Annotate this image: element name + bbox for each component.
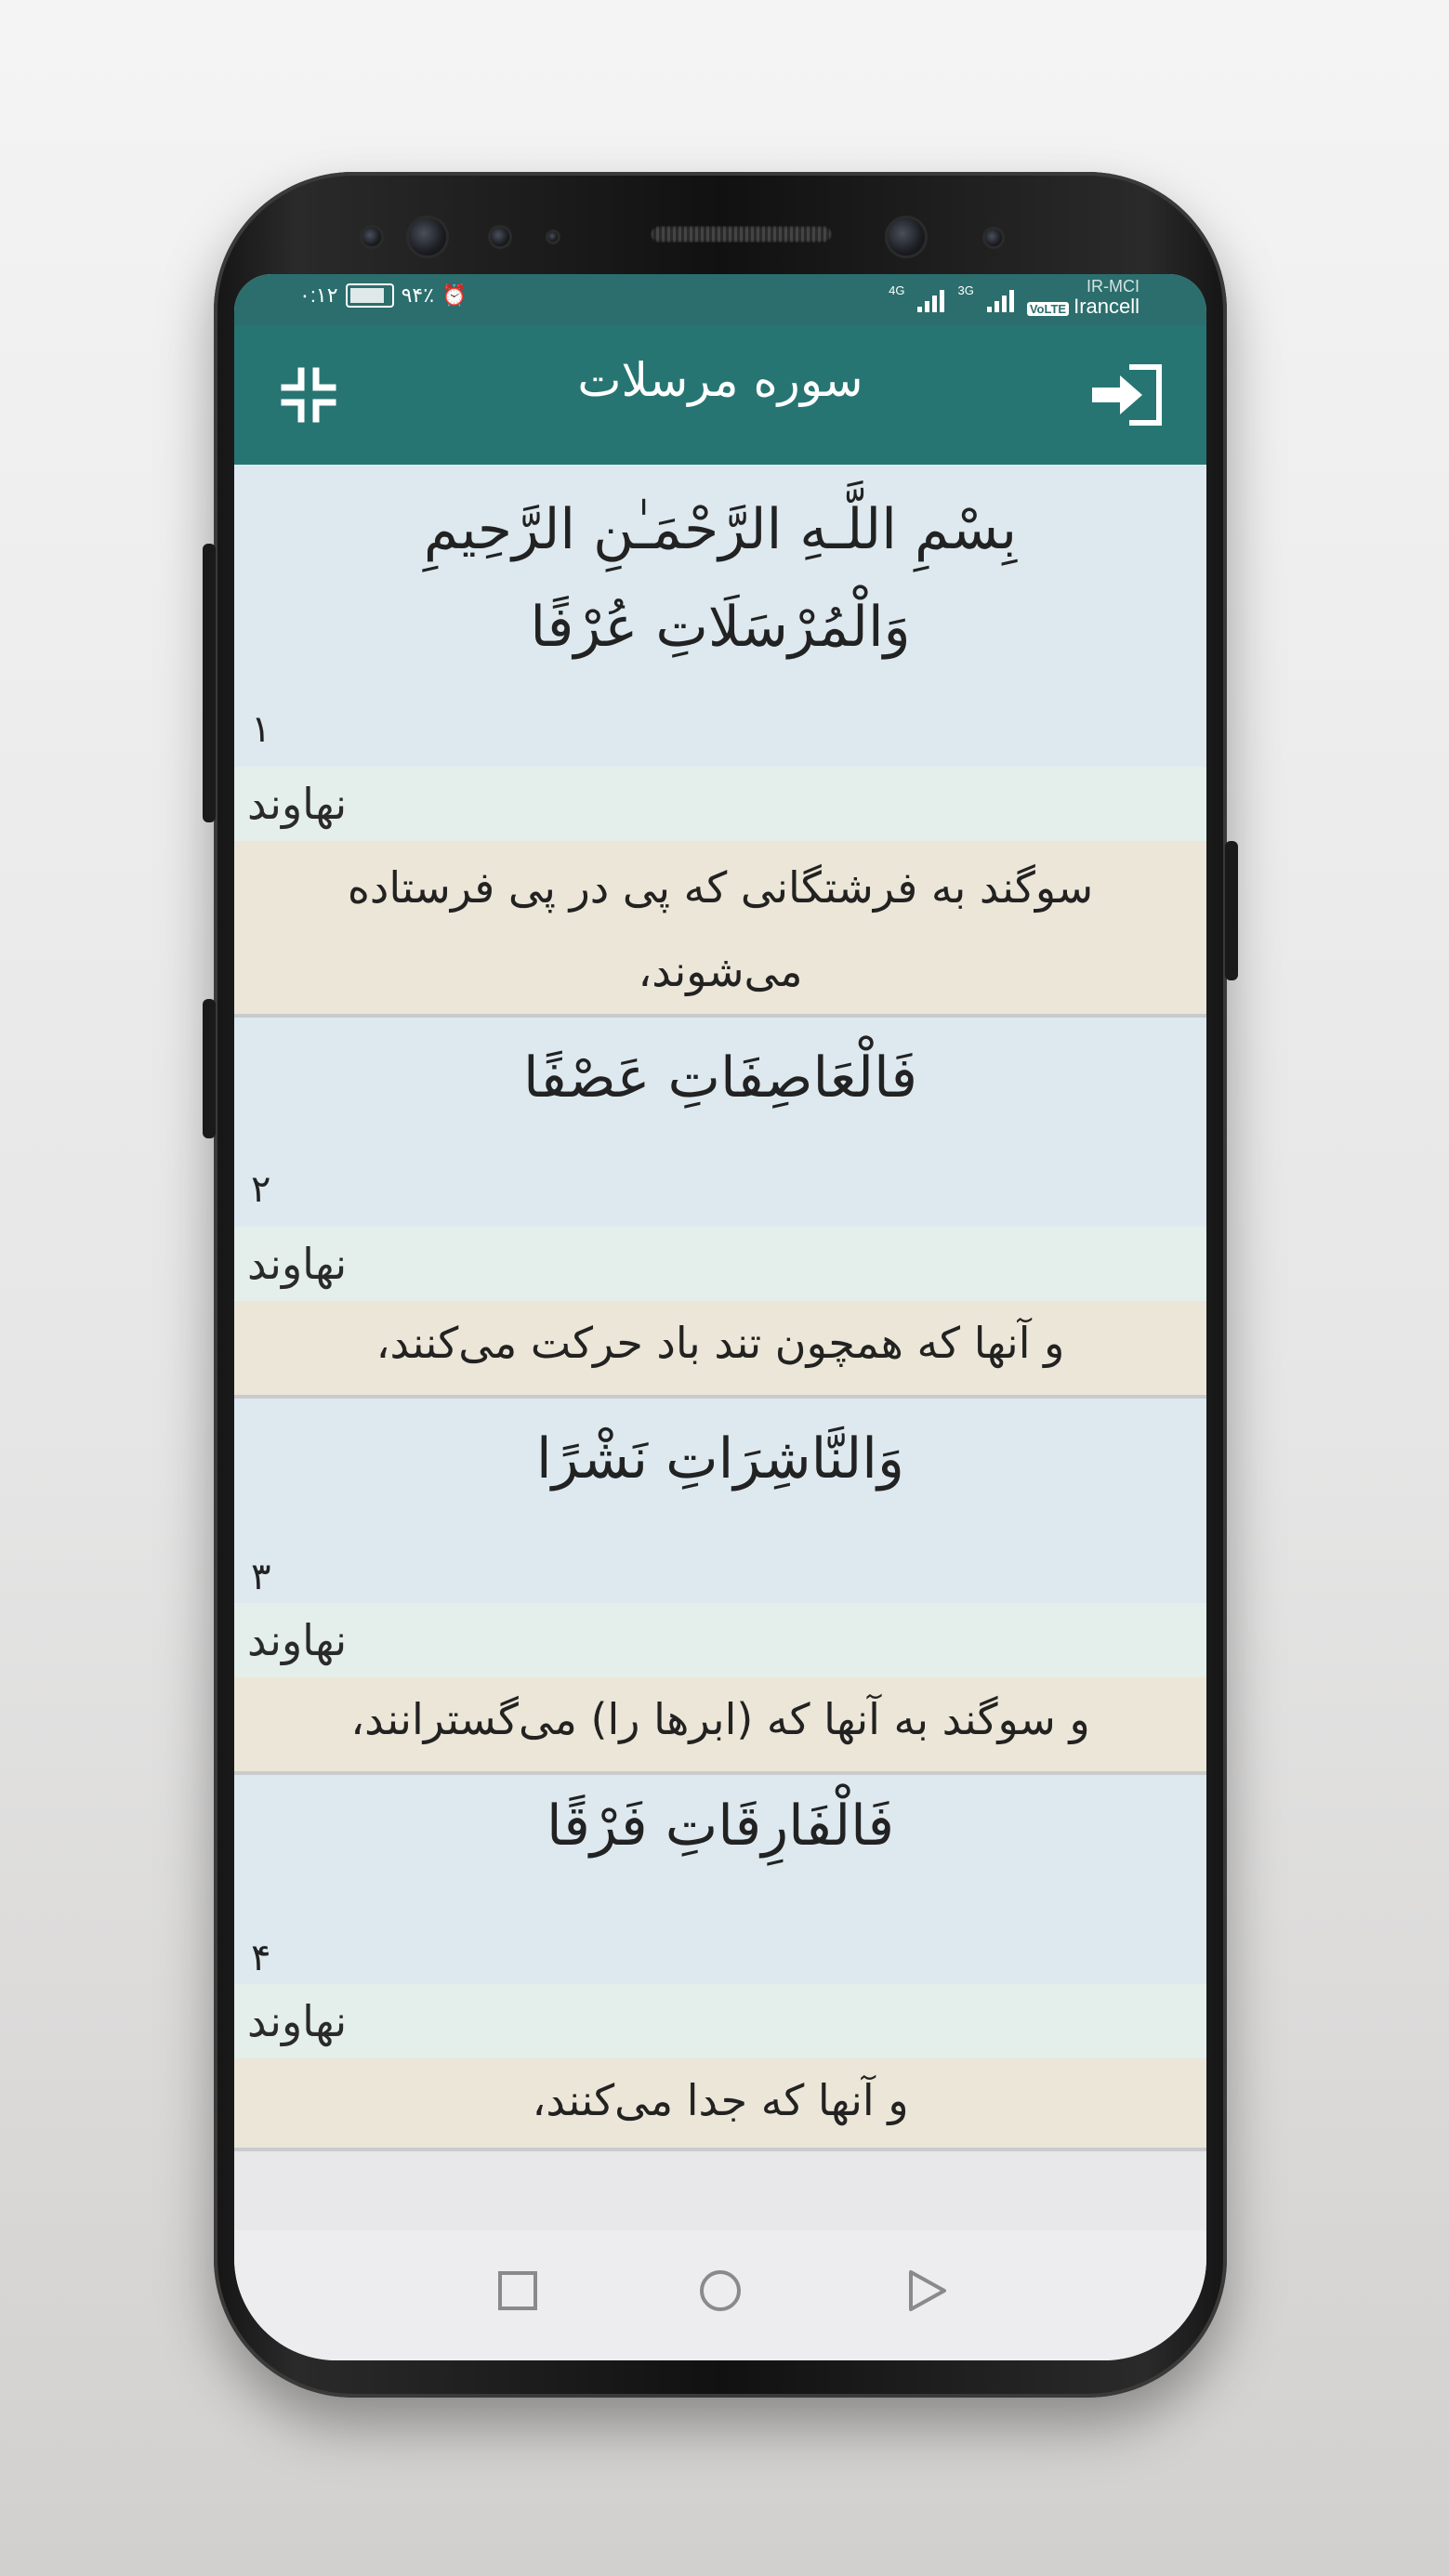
sensor-dot bbox=[985, 230, 1002, 246]
signal-icon bbox=[987, 284, 1014, 312]
battery-level: ۹۴٪ bbox=[401, 283, 435, 307]
bismillah-text: بِسْمِ اللَّـهِ الرَّحْمَـٰنِ الرَّحِيمِ bbox=[423, 497, 1018, 562]
verse-number: ۳ bbox=[234, 1552, 1206, 1603]
screen bbox=[234, 274, 1206, 2360]
android-nav-bar bbox=[234, 2230, 1206, 2360]
network-type-2: 3G bbox=[957, 283, 974, 297]
recent-apps-icon[interactable] bbox=[494, 2267, 541, 2314]
verse-arabic-text: وَالْمُرْسَلَاتِ عُرْفًا bbox=[530, 595, 911, 660]
clock: ۰:۱۲ bbox=[299, 283, 338, 307]
sensor-dot bbox=[548, 232, 558, 242]
verse-translation: سوگند به فرشتگانی که پی در پی فرستاده می‌شوند، bbox=[234, 841, 1206, 1018]
verse-arabic[interactable] bbox=[234, 1399, 1206, 1552]
app-bar bbox=[234, 325, 1206, 465]
verse-translation: و آنها که جدا می‌کنند، bbox=[234, 2058, 1206, 2151]
reciter-label[interactable]: نهاوند bbox=[234, 767, 1206, 841]
volume-button bbox=[203, 544, 216, 822]
iris-camera bbox=[409, 218, 446, 256]
operator-name: IR-MCI bbox=[1087, 277, 1139, 296]
bixby-button bbox=[203, 999, 216, 1138]
page-title: سوره مرسلات bbox=[577, 353, 863, 407]
reciter-label[interactable]: نهاوند bbox=[234, 1984, 1206, 2058]
reciter-label[interactable]: نهاوند bbox=[234, 1227, 1206, 1301]
network-type-1: 4G bbox=[889, 283, 905, 297]
top-bezel bbox=[214, 172, 1227, 274]
verse-list bbox=[234, 465, 1206, 2151]
volte-badge: VoLTE bbox=[1027, 302, 1069, 316]
verse-translation: و آنها که همچون تند باد حرکت می‌کنند، bbox=[234, 1301, 1206, 1399]
verse-number: ۴ bbox=[234, 1933, 1206, 1984]
reciter-label[interactable]: نهاوند bbox=[234, 1603, 1206, 1677]
verse-arabic[interactable] bbox=[234, 585, 1206, 692]
power-button bbox=[1225, 841, 1238, 980]
home-icon[interactable] bbox=[697, 2267, 744, 2314]
verse-arabic-text: فَالْعَاصِفَاتِ عَصْفًا bbox=[522, 1045, 918, 1111]
signal-icon bbox=[917, 284, 944, 312]
verse-arabic-text: وَالنَّاشِرَاتِ نَشْرًا bbox=[536, 1426, 904, 1492]
verse-number: ۲ bbox=[234, 1152, 1206, 1227]
exit-icon[interactable] bbox=[1090, 362, 1165, 427]
verse-arabic-text: فَالْفَارِقَاتِ فَرْقًا bbox=[546, 1794, 895, 1859]
phone-frame bbox=[214, 172, 1227, 2398]
alarm-icon: ⏰ bbox=[441, 283, 468, 307]
carrier-info bbox=[1027, 276, 1139, 320]
front-camera bbox=[888, 218, 925, 256]
operator-name: Irancell bbox=[1074, 295, 1139, 318]
verse-number: ۱ bbox=[234, 692, 1206, 767]
verse-translation: و سوگند به آنها که (ابرها را) می‌گسترانند، bbox=[234, 1677, 1206, 1775]
status-bar bbox=[234, 274, 1206, 325]
sensor-dot bbox=[491, 228, 509, 246]
bismillah bbox=[234, 465, 1206, 585]
sensor-dot bbox=[362, 228, 381, 246]
battery-icon bbox=[346, 283, 394, 308]
verse-arabic[interactable] bbox=[234, 1018, 1206, 1152]
verse-arabic[interactable] bbox=[234, 1775, 1206, 1933]
earpiece-speaker bbox=[651, 226, 832, 243]
back-icon[interactable] bbox=[903, 2267, 950, 2314]
